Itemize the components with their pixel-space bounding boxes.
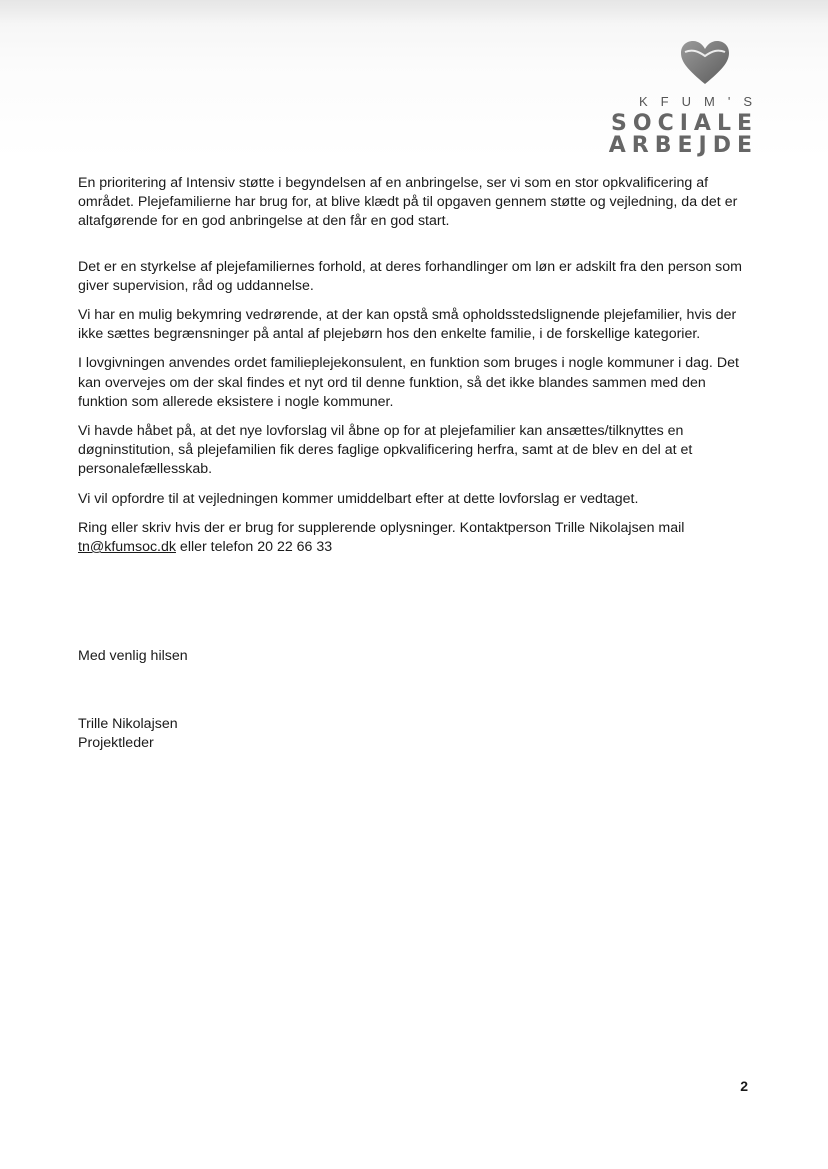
- logo-text-sociale: SOCIALE: [611, 111, 758, 136]
- closing-greeting: Med venlig hilsen: [78, 648, 188, 664]
- contact-paragraph: [78, 519, 758, 557]
- contact-text: Ring eller skriv hvis der er brug for supplerende oplysninger. Kontaktperson Trille Nikolajsen mail: [78, 519, 685, 536]
- scan-edge-shadow: [0, 0, 828, 24]
- paragraph: Det er en styrkelse af plejefamiliernes forhold, at deres forhandlinger om løn er adskilt fra den person som giver supervision, råd og uddannelse.: [78, 258, 742, 294]
- contact-phone-text: eller telefon 20 22 66 33: [175, 539, 333, 556]
- logo-text-arbejde: ARBEJDE: [608, 133, 758, 158]
- paragraph: Vi vil opfordre til at vejledningen kommer umiddelbart efter at dette lovforslag er vedtaget.: [78, 490, 639, 507]
- email-link[interactable]: tn@kfumsoc.dk: [78, 539, 176, 556]
- signature-title: Projektleder: [78, 735, 154, 752]
- logo-text-kfums: KFUM'S: [639, 94, 765, 109]
- heart-icon: [680, 40, 730, 86]
- signature-name: Trille Nikolajsen: [78, 716, 178, 732]
- paragraph: I lovgivningen anvendes ordet familieplejekonsulent, en funktion som bruges i nogle kommuner i dag. Det kan overvejes om der skal findes et nyt ord til denne funktion, så det ikke blandes sammen med den funktion som allerede eksistere i nogle kommuner.: [78, 355, 739, 410]
- kfum-logo: [602, 40, 765, 158]
- paragraph: Vi har en mulig bekymring vedrørende, at der kan opstå små opholdsstedslignende plejefamilier, hvis der ikke sættes begrænsninger på antal af plejebørn hos den enkelte familie, i de forskellige kategorier.: [78, 307, 737, 343]
- paragraph: En prioritering af Intensiv støtte i begyndelsen af en anbringelse, ser vi som en stor opkvalificering af området. Plejefamilierne har brug for, at blive klædt på til opgaven gennem støtte og vejledning, da det er altafgørende for en god anbringelse at den får en god start.: [78, 175, 738, 230]
- paragraph: Vi havde håbet på, at det nye lovforslag vil åbne op for at plejefamilier kan ansættes/tilknyttes en døgninstitution, så plejefamilien fik deres faglige opkvalificering herfra, samt at de blev en del at et personalefællesskab.: [78, 423, 693, 478]
- page-number: 2: [740, 1078, 748, 1094]
- letter-body: [78, 174, 758, 567]
- signature-block: [78, 715, 178, 753]
